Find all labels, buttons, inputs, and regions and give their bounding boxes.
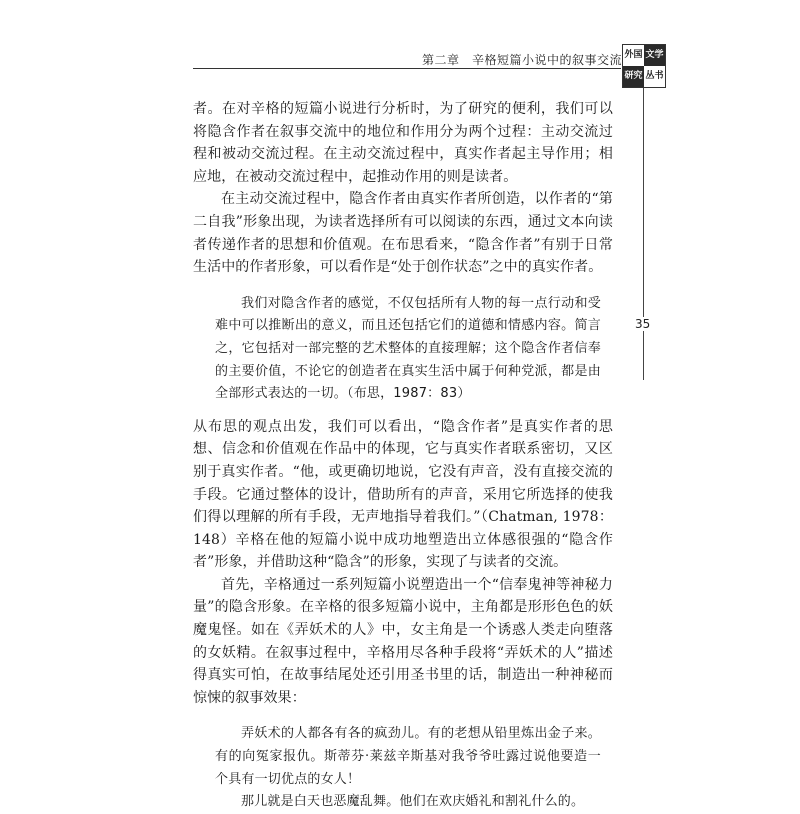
body-text bbox=[193, 98, 613, 814]
block-quote: 那儿就是白天也恶魔乱舞。他们在欢庆婚礼和割礼什么的。 bbox=[241, 794, 585, 810]
paragraph: 者。在对辛格的短篇小说进行分析时，为了研究的便利，我们可以将隐含作者在叙事交流中的地位和作用分为两个过程：主动交流过程和被动交流过程。在主动交流过程中，真实作者起主导作用；相应地，在被动交流过程中，起推动作用的则是读者。 bbox=[193, 101, 613, 185]
series-logo bbox=[622, 44, 666, 88]
paragraph: 从布思的观点出发，我们可以看出，“隐含作者”是真实作者的思想、信念和价值观在作品中的体现，它与真实作者联系密切，又区别于真实作者。“他，或更确切地说，它没有声音，没有直接交流的手段。它通过整体的设计，借助所有的声音，采用它所选择的使我们得以理解的所有手段，无声地指导着我们。”（Chatman, 1978：148）辛格在他的短篇小说中成功地塑造出立体感很强的“隐含作者”形象，并借助这种“隐含”的形象，实现了与读者的交流。 bbox=[193, 418, 613, 571]
page-number: 35 bbox=[635, 317, 651, 331]
block-quote: 弄妖术的人都各有各的疯劲儿。有的老想从铅里炼出金子来。有的向冤家报仇。斯蒂芬·莱兹辛斯基对我爷爷吐露过说他要造一个具有一切优点的女人！ bbox=[215, 726, 601, 787]
chapter-title: 第二章 辛格短篇小说中的叙事交流 bbox=[421, 53, 622, 67]
series-logo-cell: 丛书 bbox=[644, 66, 665, 87]
series-logo-cell: 研究 bbox=[623, 66, 644, 87]
paragraph: 首先，辛格通过一系列短篇小说塑造出一个“信奉鬼神等神秘力量”的隐含形象。在辛格的很多短篇小说中，主角都是形形色色的妖魔鬼怪。如在《弄妖术的人》中，女主角是一个诱惑人类走向堕落的女妖精。在叙事过程中，辛格用尽各种手段将“弄妖术的人”描述得真实可怕，在故事结尾处还引用圣书里的话，制造出一种神秘而惊悚的叙事效果： bbox=[193, 576, 613, 706]
block-quote: 我们对隐含作者的感觉，不仅包括所有人物的每一点行动和受难中可以推断出的意义，而且还包括它们的道德和情感内容。简言之，它包括对一部完整的艺术整体的直接理解；这个隐含作者信奉的主要价值，不论它的创造者在真实生活中属于何种党派，都是由全部形式表达的一切。（布思，1987：83） bbox=[215, 295, 601, 402]
paragraph: 在主动交流过程中，隐含作者由真实作者所创造，以作者的“第二自我”形象出现，为读者选择所有可以阅读的东西，通过文本向读者传递作者的思想和价值观。在布思看来，“隐含作者”有别于日常生活中的作者形象，可以看作是“处于创作状态”之中的真实作者。 bbox=[193, 191, 613, 276]
header-rule bbox=[193, 68, 621, 69]
series-logo-cell: 文学 bbox=[644, 45, 665, 66]
margin-rule bbox=[643, 88, 644, 380]
series-logo-cell: 外国 bbox=[623, 45, 644, 66]
